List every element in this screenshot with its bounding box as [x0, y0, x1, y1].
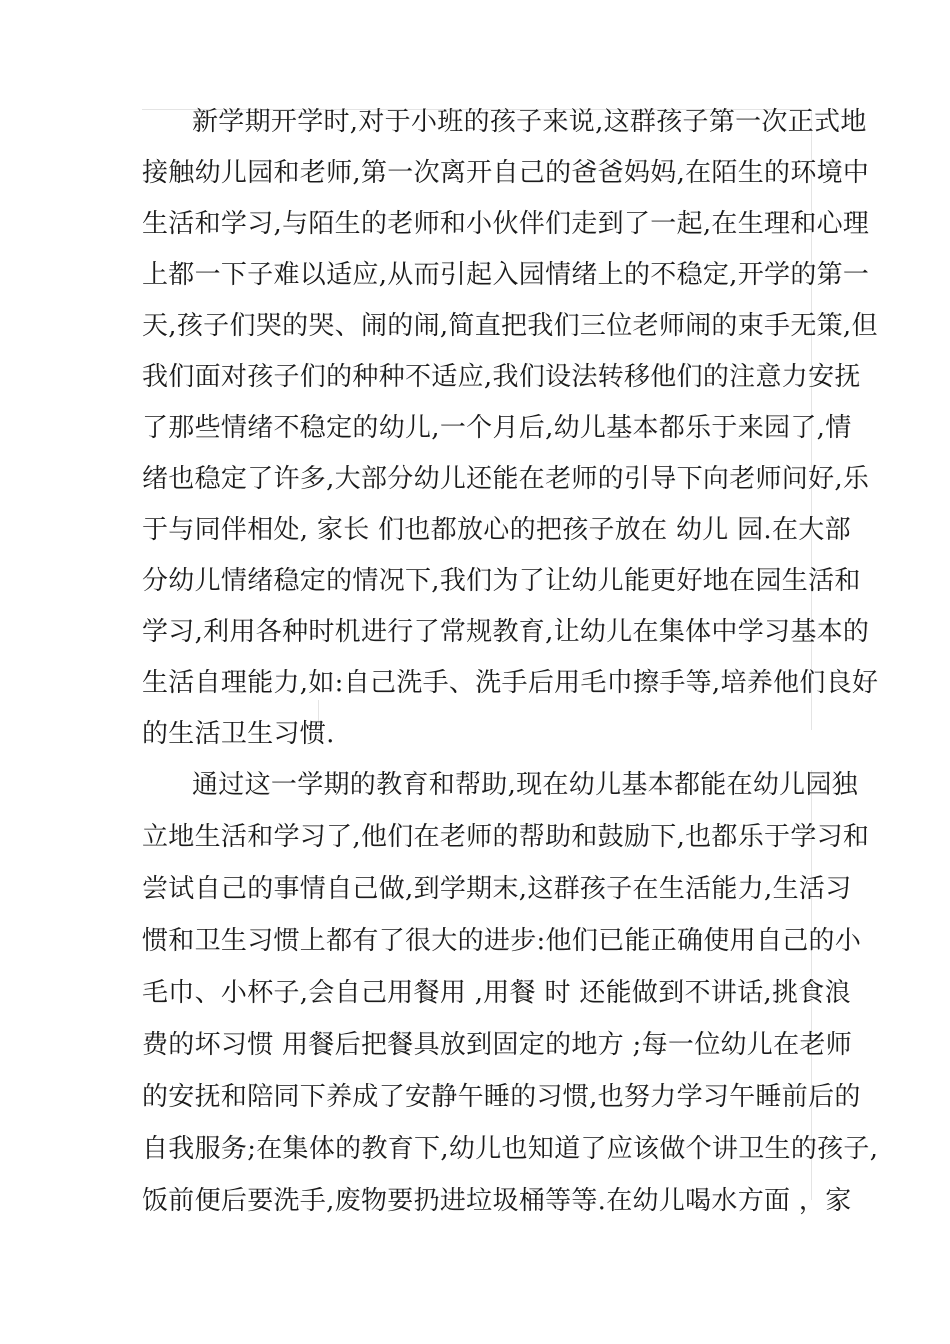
text-line: 的安抚和陪同下养成了安静午睡的习惯,也努力学习午睡前后的: [142, 1082, 861, 1112]
text-line: 生活自理能力,如:自己洗手、洗手后用毛巾擦手等,培养他们良好: [142, 668, 879, 698]
text-line: 分幼儿情绪稳定的情况下,我们为了让幼儿能更好地在园生活和: [142, 566, 861, 596]
text-line: 天,孩子们哭的哭、闹的闹,简直把我们三位老师闹的束手无策,但: [142, 311, 878, 341]
text-line: 的生活卫生习惯.: [142, 719, 335, 749]
text-line: 费的坏习惯 用餐后把餐具放到固定的地方 ;每一位幼儿在老师: [142, 1030, 852, 1060]
text-line: 于与同伴相处, 家长 们也都放心的把孩子放在 幼儿 园.在大部: [142, 515, 851, 545]
paragraph-2: [142, 759, 879, 1227]
text-line: 绪也稳定了许多,大部分幼儿还能在老师的引导下向老师问好,乐: [142, 464, 870, 494]
text-line: 毛巾、小杯子,会自己用餐用 ,用餐 时 还能做到不讲话,挑食浪: [142, 978, 851, 1008]
text-line: 接触幼儿园和老师,第一次离开自己的爸爸妈妈,在陌生的环境中: [142, 158, 870, 188]
text-line: 惯和卫生习惯上都有了很大的进步:他们已能正确使用自己的小: [142, 926, 862, 956]
text-line: 生活和学习,与陌生的老师和小伙伴们走到了一起,在生理和心理: [142, 209, 870, 239]
text-line: 了那些情绪不稳定的幼儿,一个月后,幼儿基本都乐于来园了,情: [142, 413, 852, 443]
text-line: 上都一下子难以适应,从而引起入园情绪上的不稳定,开学的第一: [142, 260, 870, 290]
text-line: 学习,利用各种时机进行了常规教育,让幼儿在集体中学习基本的: [142, 617, 870, 647]
text-line: 通过这一学期的教育和帮助,现在幼儿基本都能在幼儿园独: [192, 770, 859, 800]
paragraph-1: [142, 97, 879, 760]
text-line: 立地生活和学习了,他们在老师的帮助和鼓励下,也都乐于学习和: [142, 822, 870, 852]
text-line: 自我服务;在集体的教育下,幼儿也知道了应该做个讲卫生的孩子,: [142, 1134, 879, 1164]
text-line: 新学期开学时,对于小班的孩子来说,这群孩子第一次正式地: [192, 107, 867, 137]
text-line: 尝试自己的事情自己做,到学期末,这群孩子在生活能力,生活习: [142, 874, 852, 904]
text-line: 饭前便后要洗手,废物要扔进垃圾桶等等.在幼儿喝水方面 ，家: [142, 1186, 852, 1216]
text-line: 我们面对孩子们的种种不适应,我们设法转移他们的注意力安抚: [142, 362, 861, 392]
